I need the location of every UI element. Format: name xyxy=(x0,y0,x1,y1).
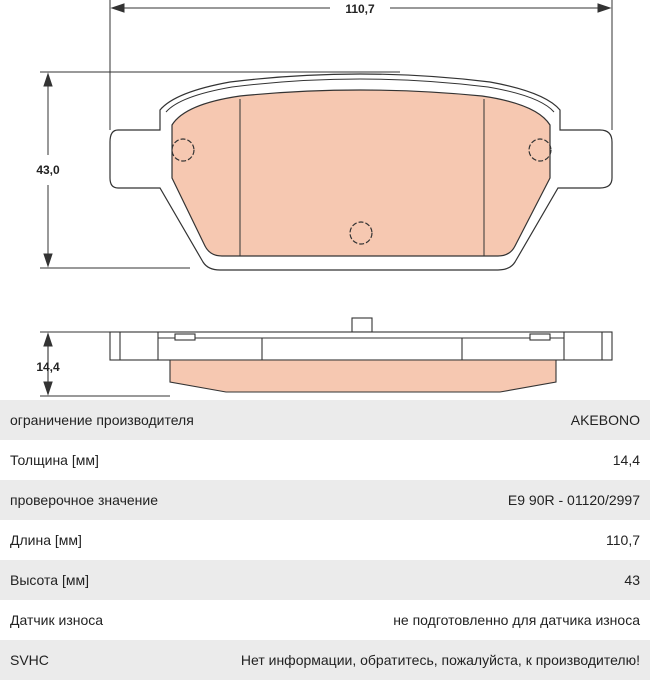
spec-row-approval xyxy=(0,480,650,520)
spec-value: Нет информации, обратитесь, пожалуйста, к производителю! xyxy=(240,652,640,668)
spec-row-thickness xyxy=(0,440,650,480)
length-dimension-label: 110,7 xyxy=(345,2,375,16)
spec-value: AKEBONO xyxy=(570,412,640,428)
spec-label: Толщина [мм] xyxy=(10,452,99,468)
side-view xyxy=(40,318,612,396)
specs-table xyxy=(0,400,650,680)
spec-label: ограничение производителя xyxy=(10,412,194,428)
spec-label: Датчик износа xyxy=(10,612,104,628)
friction-pad xyxy=(172,90,550,256)
spec-value: 43 xyxy=(624,572,640,588)
spec-value: 110,7 xyxy=(606,532,640,548)
spec-row-manufacturer xyxy=(0,400,650,440)
spec-label: проверочное значение xyxy=(10,492,159,508)
height-dimension-label: 43,0 xyxy=(36,163,60,177)
spec-label: Длина [мм] xyxy=(10,532,82,548)
spec-label: SVHC xyxy=(10,652,49,668)
spec-row-svhc xyxy=(0,640,650,680)
spec-row-wear-sensor xyxy=(0,600,650,640)
spec-label: Высота [мм] xyxy=(10,572,89,588)
spec-row-height xyxy=(0,560,650,600)
spec-row-length xyxy=(0,520,650,560)
side-view-friction xyxy=(170,360,556,392)
thickness-dimension-label: 14,4 xyxy=(36,360,60,374)
spec-value: E9 90R - 01120/2997 xyxy=(507,492,640,508)
spec-value: 14,4 xyxy=(612,452,640,468)
spec-value: не подготовленно для датчика износа xyxy=(393,612,640,628)
